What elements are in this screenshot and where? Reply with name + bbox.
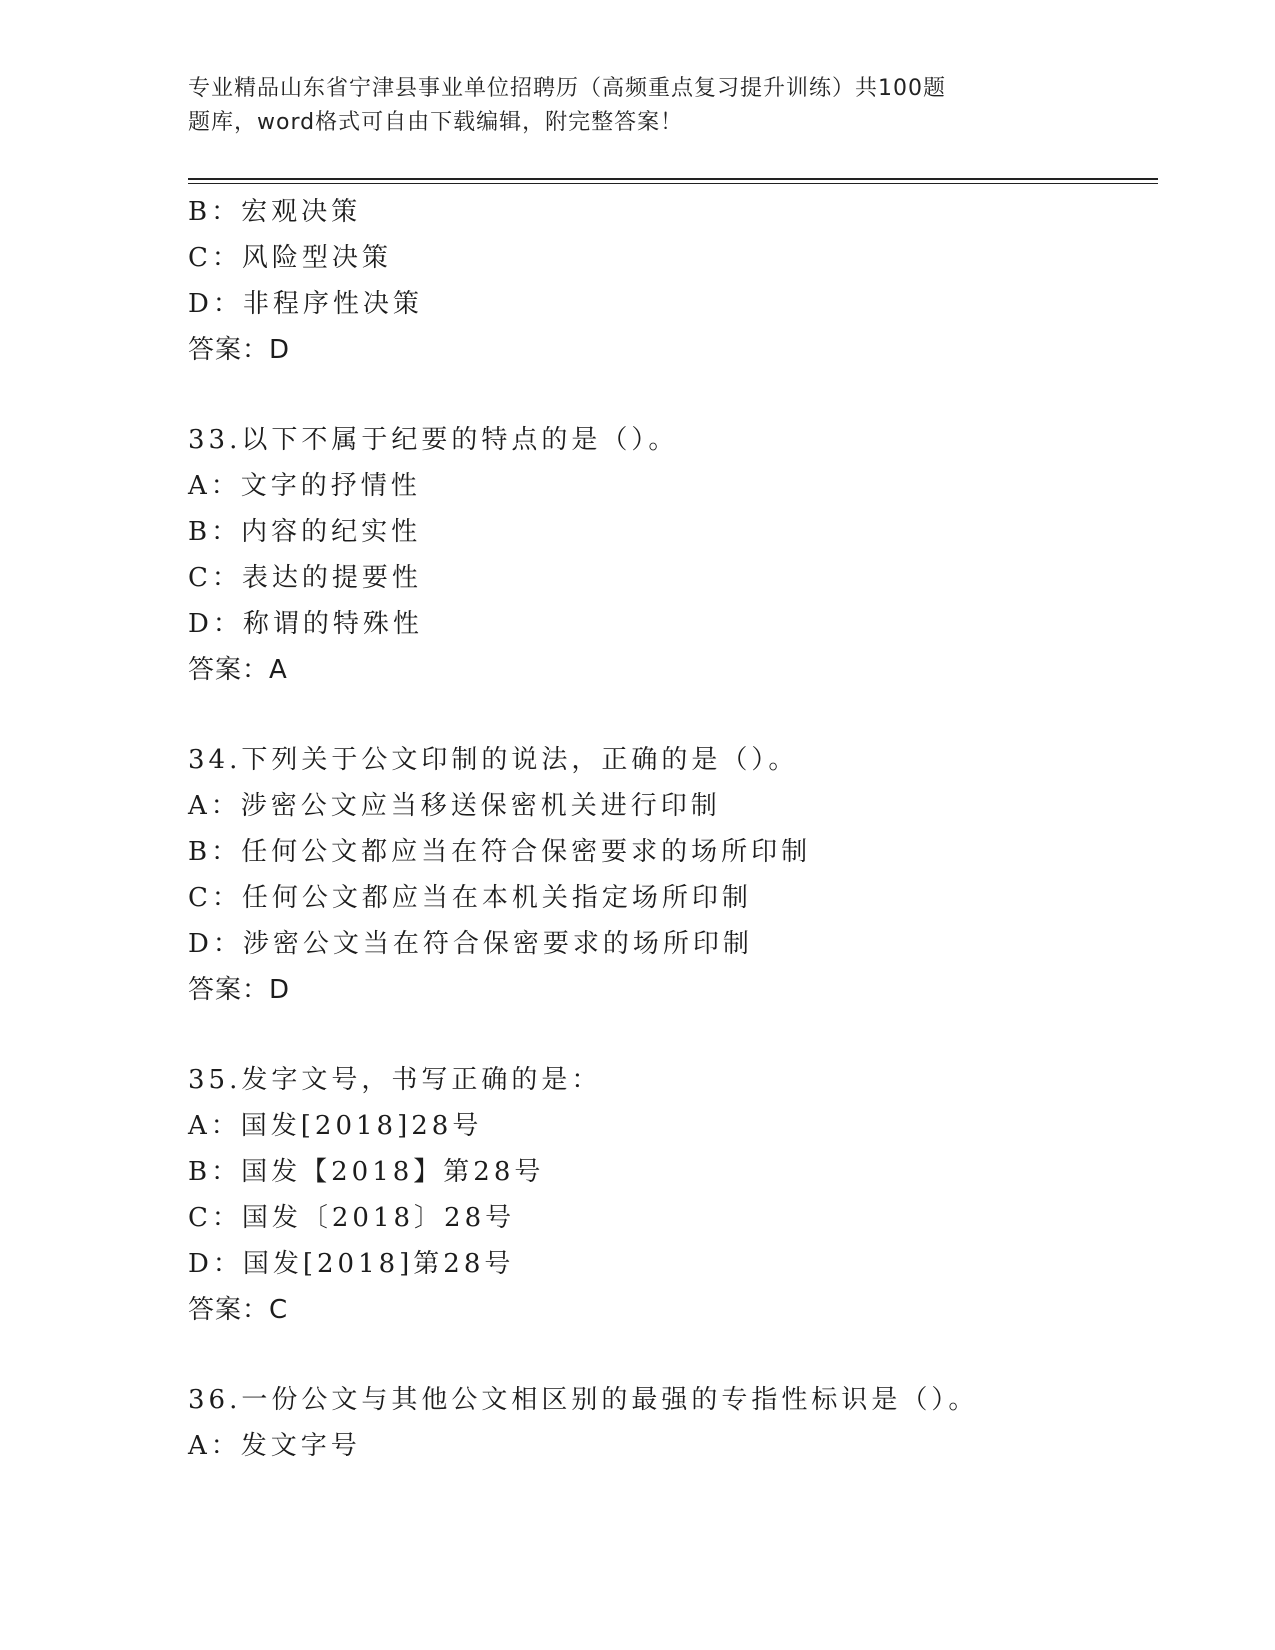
question-block-35 bbox=[188, 1057, 1148, 1333]
option-b: B：国发【2018】第28号 bbox=[188, 1157, 545, 1187]
option-c: C：任何公文都应当在本机关指定场所印制 bbox=[188, 883, 752, 913]
answer-line: 答案：A bbox=[188, 655, 288, 685]
option-b: B：内容的纪实性 bbox=[188, 517, 422, 547]
option-a: A：国发[2018]28号 bbox=[188, 1111, 483, 1141]
question-block-32 bbox=[188, 189, 1148, 373]
question-stem: 36.一份公文与其他公文相区别的最强的专指性标识是（）。 bbox=[188, 1385, 979, 1415]
option-a: A：发文字号 bbox=[188, 1431, 361, 1461]
option-c: C：国发〔2018〕28号 bbox=[188, 1203, 516, 1233]
question-block-36 bbox=[188, 1377, 1148, 1469]
option-b: B：任何公文都应当在符合保密要求的场所印制 bbox=[188, 837, 812, 867]
option-a: A：涉密公文应当移送保密机关进行印制 bbox=[188, 791, 721, 821]
option-c: C：表达的提要性 bbox=[188, 563, 422, 593]
header-line-1: 专业精品山东省宁津县事业单位招聘历（高频重点复习提升训练）共100题 bbox=[188, 76, 946, 101]
option-d: D：国发[2018]第28号 bbox=[188, 1249, 515, 1279]
option-d: D：称谓的特殊性 bbox=[188, 609, 423, 639]
document-header bbox=[188, 72, 1028, 140]
question-stem: 34.下列关于公文印制的说法，正确的是（）。 bbox=[188, 745, 799, 775]
question-list bbox=[188, 189, 1148, 1469]
option-c: C：风险型决策 bbox=[188, 243, 392, 273]
option-d: D：非程序性决策 bbox=[188, 289, 423, 319]
question-block-33 bbox=[188, 417, 1148, 693]
header-line-2: 题库，word格式可自由下载编辑，附完整答案！ bbox=[188, 110, 684, 135]
option-a: A：文字的抒情性 bbox=[188, 471, 421, 501]
question-stem: 33.以下不属于纪要的特点的是（）。 bbox=[188, 425, 679, 455]
header-rule-thick bbox=[188, 178, 1158, 180]
question-stem: 35.发字文号，书写正确的是： bbox=[188, 1065, 602, 1095]
answer-line: 答案：D bbox=[188, 975, 291, 1005]
header-rule-thin bbox=[188, 183, 1158, 184]
option-d: D：涉密公文当在符合保密要求的场所印制 bbox=[188, 929, 753, 959]
question-block-34 bbox=[188, 737, 1148, 1013]
answer-line: 答案：D bbox=[188, 335, 291, 365]
answer-line: 答案：C bbox=[188, 1295, 289, 1325]
option-b: B：宏观决策 bbox=[188, 197, 362, 227]
